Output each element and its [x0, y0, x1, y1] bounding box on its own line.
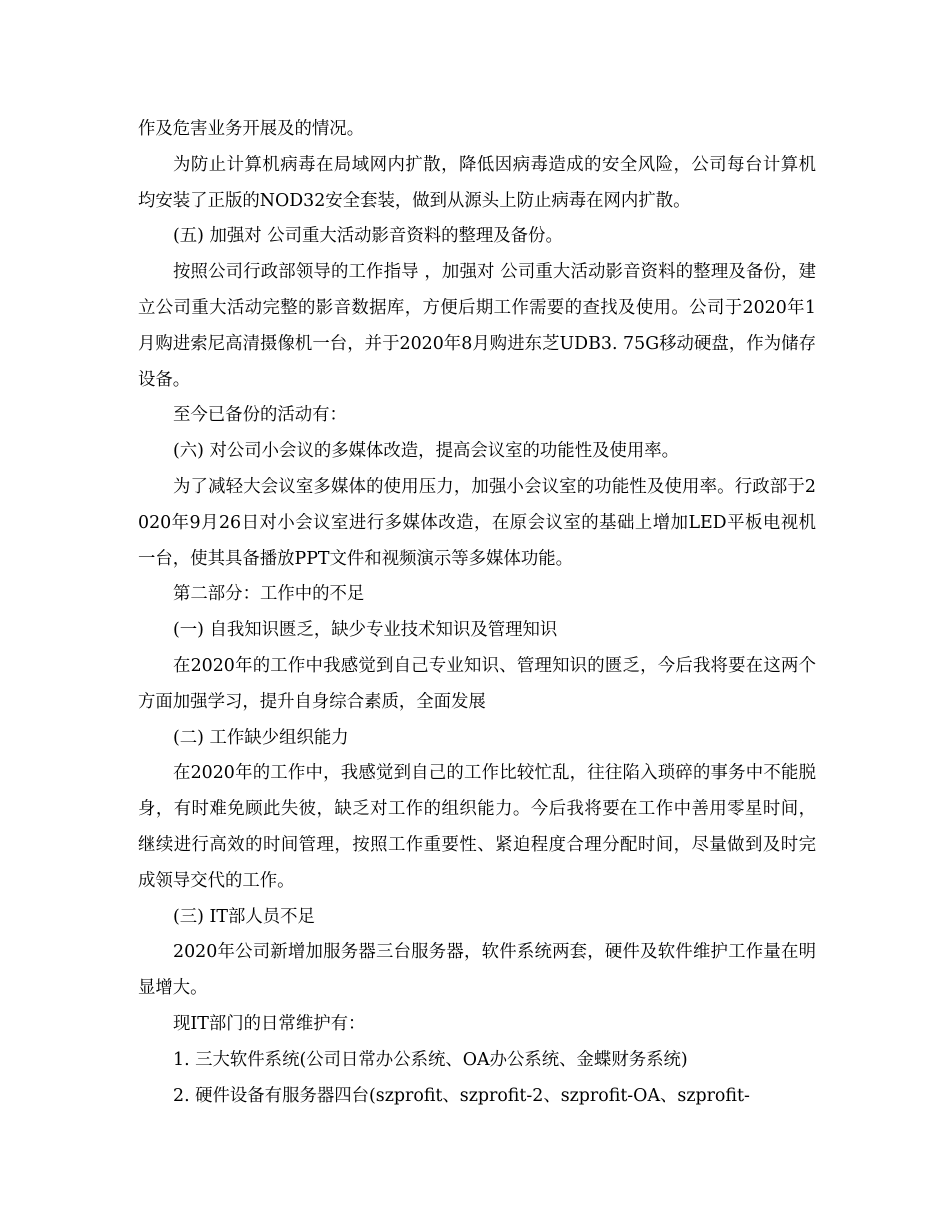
paragraph-media-backup: 按照公司行政部领导的工作指导 ，加强对 公司重大活动影音资料的整理及备份，建立公司重大活动完整的影音数据库，方便后期工作需要的查找及使用。公司于2020年1月购进索尼高清摄像机一台，并于2020年8月购进东芝UDB3. 75G移动硬盘，作为储存设备。: [138, 262, 816, 390]
list-item-hardware: 2. 硬件设备有服务器四台(szprofit、szprofit-2、szprofit-OA、szprofit-: [173, 1085, 750, 1106]
paragraph-antivirus: 为防止计算机病毒在局域网内扩散，降低因病毒造成的安全风险，公司每台计算机均安装了正版的NOD32安全套装，做到从源头上防止病毒在网内扩散。: [138, 154, 816, 211]
section-heading-two: (二) 工作缺少组织能力: [173, 727, 349, 748]
section-heading-one: (一) 自我知识匮乏，缺少专业技术知识及管理知识: [173, 620, 558, 641]
section-heading-six: (六) 对公司小会议的多媒体改造，提高会议室的功能性及使用率。: [173, 441, 680, 462]
part-heading-two: 第二部分：工作中的不足: [173, 584, 365, 605]
section-heading-five: (五) 加强对 公司重大活动影音资料的整理及备份。: [173, 226, 563, 247]
paragraph-backed-up-activities: 至今已备份的活动有：: [173, 405, 347, 426]
paragraph-organization: 在2020年的工作中，我感觉到自己的工作比较忙乱，往往陷入琐碎的事务中不能脱身，有时难免顾此失彼，缺乏对工作的组织能力。今后我将要在工作中善用零星时间，继续进行高效的时间管理，按照工作重要性、紧迫程度合理分配时间，尽量做到及时完成领导交代的工作。: [138, 763, 816, 891]
paragraph-servers: 2020年公司新增加服务器三台服务器，软件系统两套，硬件及软件维护工作量在明显增大。: [138, 942, 816, 999]
paragraph-daily-maintenance: 现IT部门的日常维护有：: [173, 1013, 366, 1034]
list-item-software: 1. 三大软件系统(公司日常办公系统、OA办公系统、金蝶财务系统): [173, 1049, 688, 1070]
paragraph-continuation: 作及危害业务开展及的情况。: [138, 119, 365, 139]
paragraph-meeting-room: 为了减轻大会议室多媒体的使用压力，加强小会议室的功能性及使用率。行政部于2020年9月26日对小会议室进行多媒体改造，在原会议室的基础上增加LED平板电视机一台，使其具备播放PPT文件和视频演示等多媒体功能。: [138, 476, 816, 569]
paragraph-knowledge: 在2020年的工作中我感觉到自己专业知识、管理知识的匮乏，今后我将要在这两个方面加强学习，提升自身综合素质，全面发展: [138, 655, 816, 712]
document-body: [138, 112, 816, 1114]
section-heading-three: (三) IT部人员不足: [173, 906, 315, 927]
